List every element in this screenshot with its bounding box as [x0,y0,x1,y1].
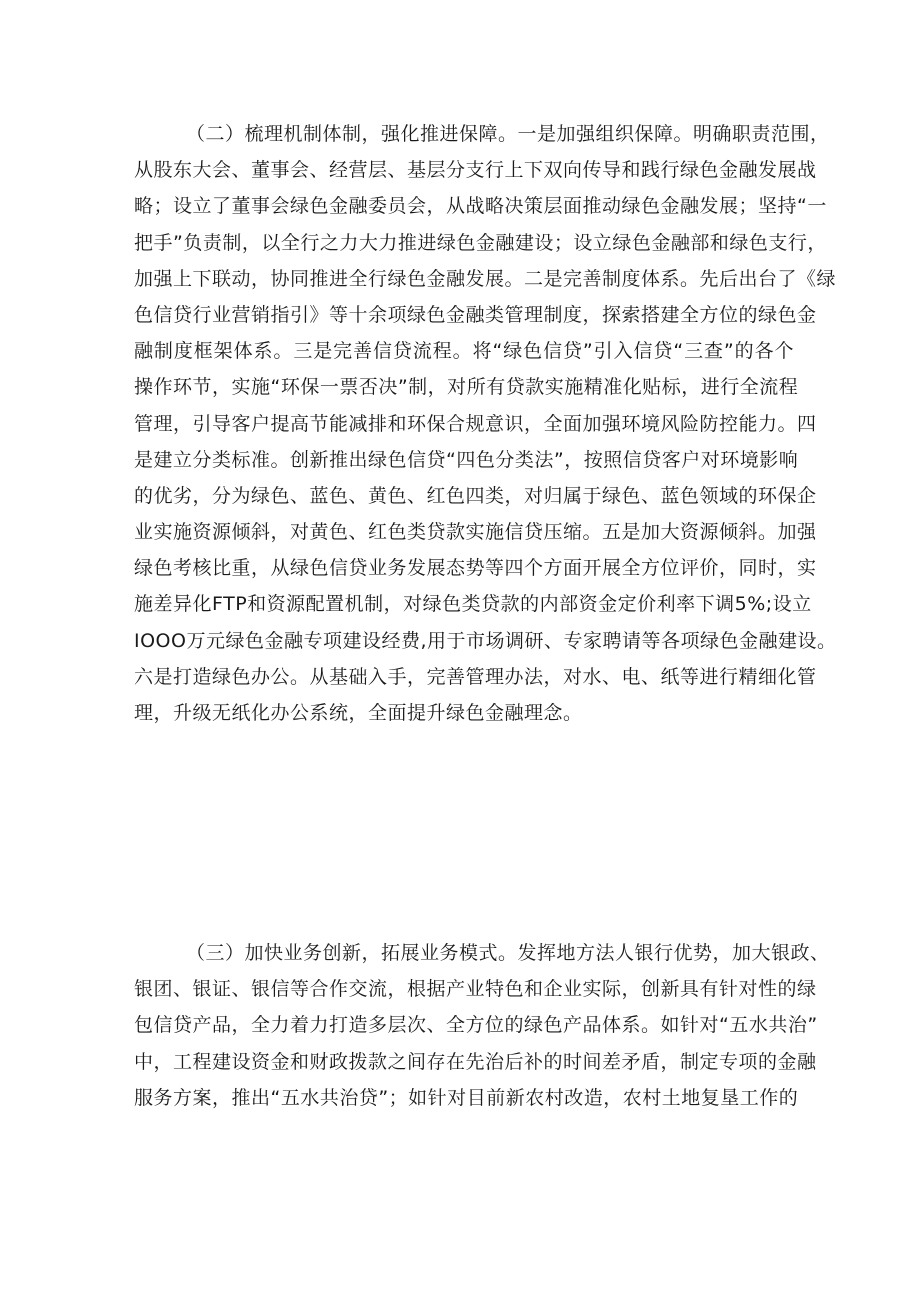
text-line: 融制度框架体系。三是完善信贷流程。将“绿色信贷”引入信贷“三查”的各个 [134,340,794,363]
text-line: 管理，引导客户提高节能减排和环保合规意识，全面加强环境风险防控能力。四 [134,412,817,435]
text-line: 服务方案，推出“五水共治贷”；如针对目前新农村改造，农村土地复垦工作的 [134,1086,799,1109]
text-line: 把手”负责制，以全行之力大力推进绿色金融建设；设立绿色金融部和绿色支行， [134,231,827,254]
text-line: 施差异化FTP和资源配置机制，对绿色类贷款的内部资金定价利率下调5%;设立 [134,593,812,616]
text-line: 是建立分类标准。创新推出绿色信贷“四色分类法”，按照信贷客户对环境影响 [134,448,799,471]
text-line: 中，工程建设资金和财政拨款之间存在先治后补的时间差矛盾，制定专项的金融 [134,1050,817,1073]
text-line: 色信贷行业营销指引》等十余项绿色金融类管理制度，探索搭建全方位的绿色金 [134,303,817,326]
text-line: 略；设立了董事会绿色金融委员会，从战略决策层面推动绿色金融发展；坚持“一 [134,195,827,218]
text-line: 包信贷产品，全力着力打造多层次、全方位的绿色产品体系。如针对“五水共治” [134,1014,818,1037]
paragraph-business-innovation [134,935,830,1116]
text-line: 银团、银证、银信等合作交流，根据产业特色和企业实际，创新具有针对性的绿 [134,978,817,1001]
text-line: 业实施资源倾斜，对黄色、红色类贷款实施信贷压缩。五是加大资源倾斜。加强 [134,521,817,544]
text-line: 理，升级无纸化办公系统，全面提升绿色金融理念。 [134,702,583,724]
text-line: 绿色考核比重，从绿色信贷业务发展态势等四个方面开展全方位评价，同时，实 [134,557,817,580]
paragraph-green-finance-mechanism [134,116,837,731]
text-line: （二）梳理机制体制，强化推进保障。一是加强组织保障。明确职责范围， [186,123,830,145]
text-line: 从股东大会、董事会、经营层、基层分支行上下双向传导和践行绿色金融发展战 [134,159,817,182]
text-line: 加强上下联动，协同推进全行绿色金融发展。二是完善制度体系。先后出台了《绿 [134,267,837,290]
text-line: 的优劣，分为绿色、蓝色、黄色、红色四类，对归属于绿色、蓝色领域的环保企 [134,484,817,507]
text-line: （三）加快业务创新，拓展业务模式。发挥地方法人银行优势，加大银政、 [186,942,830,964]
text-line: IOOO万元绿色金融专项建设经费,用于市场调研、专家聘请等各项绿色金融建设。 [134,629,837,652]
text-line: 操作环节，实施“环保一票否决”制，对所有贷款实施精准化贴标，进行全流程 [134,376,799,399]
text-line: 六是打造绿色办公。从基础入手，完善管理办法，对水、电、纸等进行精细化管 [134,665,817,688]
